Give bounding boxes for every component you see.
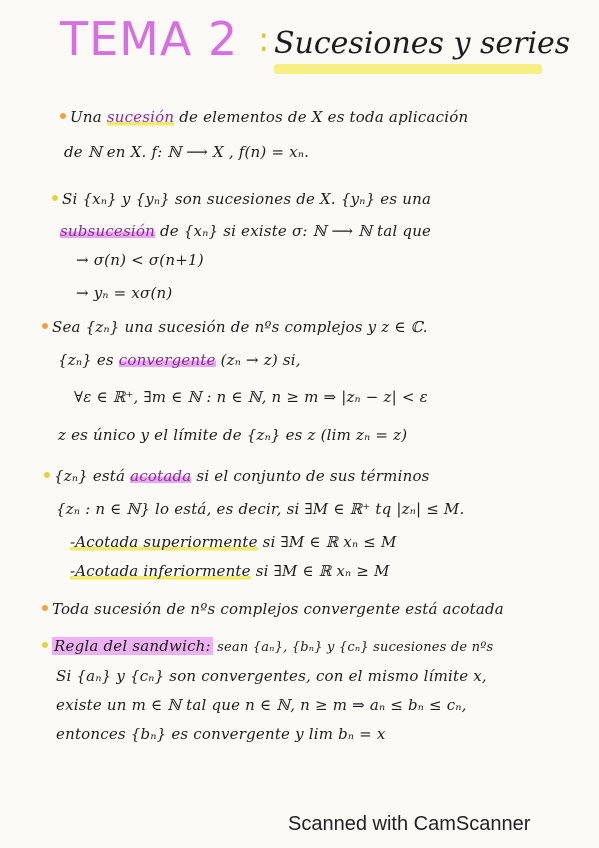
term-acotada-superiormente: -Acotada superiormente (70, 533, 258, 551)
term-regla-sandwich: Regla del sandwich: (54, 637, 211, 655)
title-tema: TEMA 2 (60, 12, 239, 66)
line-1-text: Una (70, 108, 107, 126)
line-5: → σ(n) < σ(n+1) (76, 251, 204, 269)
line-19: entonces {bₙ} es convergente y lim bₙ = x (56, 725, 386, 743)
line-12: {zₙ : n ∈ ℕ} lo está, es decir, si ∃M ∈ ℝ⁺ tq |zₙ| ≤ M. (56, 500, 465, 518)
term-acotada: acotada (130, 467, 192, 485)
bullet-dot-icon (42, 642, 48, 648)
line-3 (52, 190, 431, 208)
line-15 (42, 600, 504, 618)
line-7 (42, 318, 428, 336)
line-8-text: {zₙ} es (58, 351, 119, 369)
line-4 (60, 222, 431, 240)
term-subsucesion: subsucesión (60, 222, 155, 240)
line-15-text: Toda sucesión de nºs complejos convergente está acotada (52, 600, 504, 618)
line-13-rest: si ∃M ∈ ℝ xₙ ≤ M (257, 533, 397, 551)
line-3-text: Si {xₙ} y {yₙ} son sucesiones de X. {yₙ} es una (62, 190, 432, 208)
title-subtitle: Sucesiones y series (274, 26, 571, 61)
bullet-dot-icon (42, 323, 48, 329)
bullet-dot-icon (44, 472, 50, 478)
line-10: z es único y el límite de {zₙ} es z (lim zₙ = z) (58, 426, 408, 444)
line-6: → yₙ = xσ(n) (76, 284, 173, 302)
line-8 (58, 351, 301, 369)
line-9: ∀ε ∈ ℝ⁺, ∃m ∈ ℕ : n ∈ ℕ, n ≥ m ⇒ |zₙ − z| < ε (74, 388, 428, 406)
subtitle-underline (274, 64, 542, 74)
line-8-rest: (zₙ → z) si, (215, 351, 301, 369)
line-11-text: {zₙ} está (54, 467, 131, 485)
line-17: Si {aₙ} y {cₙ} son convergentes, con el mismo límite x, (56, 667, 487, 685)
bullet-dot-icon (60, 113, 66, 119)
bullet-dot-icon (42, 605, 48, 611)
scanner-watermark: Scanned with CamScanner (288, 813, 531, 835)
term-sucesion: sucesión (106, 108, 175, 126)
line-4-rest: de {xₙ} si existe σ: ℕ ⟶ ℕ tal que (154, 222, 432, 240)
line-2: de ℕ en X. f: ℕ ⟶ X , f(n) = xₙ. (64, 143, 310, 161)
line-18: existe un m ∈ ℕ tal que n ∈ ℕ, n ≥ m ⇒ aₙ ≤ bₙ ≤ cₙ, (56, 696, 467, 714)
line-16 (42, 637, 493, 655)
bullet-dot-icon (52, 195, 58, 201)
line-1 (60, 108, 468, 126)
title-colon: : (258, 20, 270, 60)
line-13 (70, 533, 397, 551)
line-11-rest: si el conjunto de sus términos (191, 467, 430, 485)
term-acotada-inferiormente: -Acotada inferiormente (70, 562, 251, 580)
line-16-rest: sean {aₙ}, {bₙ} y {cₙ} sucesiones de nºs (212, 640, 494, 655)
line-14 (70, 562, 390, 580)
line-14-rest: si ∃M ∈ ℝ xₙ ≥ M (250, 562, 390, 580)
line-11 (44, 467, 430, 485)
line-7-text: Sea {zₙ} una sucesión de nºs complejos y z ∈ ℂ. (52, 318, 428, 336)
term-convergente: convergente (118, 351, 216, 369)
line-1-rest: de elementos de X es toda aplicación (174, 108, 469, 126)
